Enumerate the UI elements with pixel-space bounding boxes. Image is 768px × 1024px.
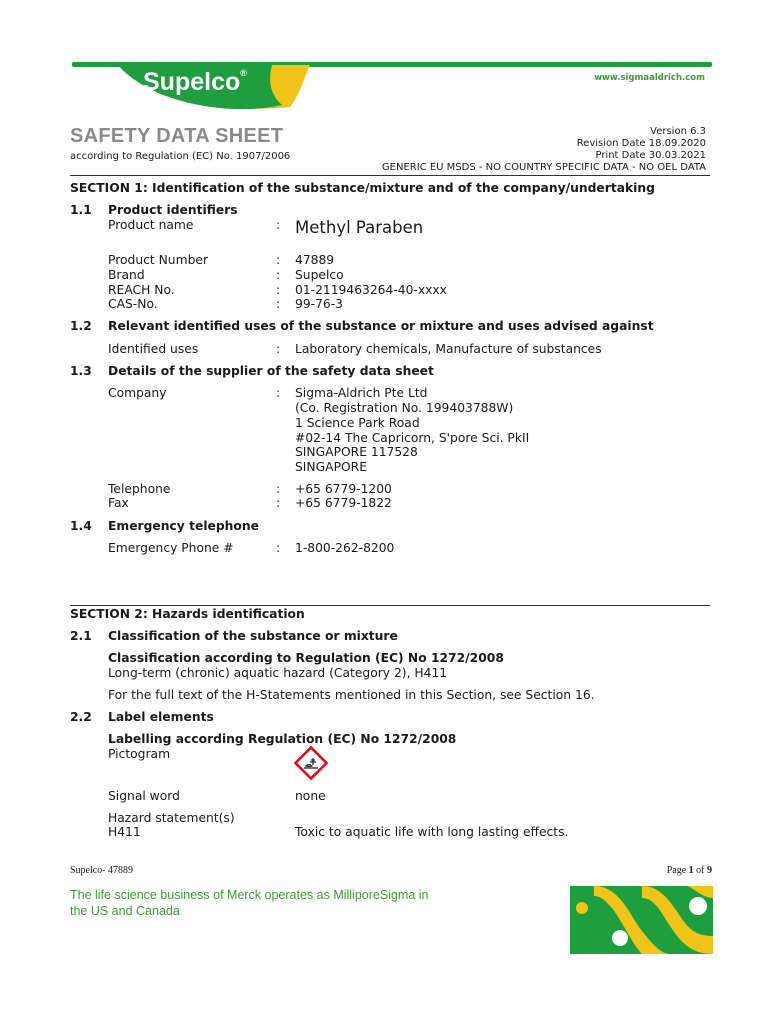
s21-number: 2.1 [70,629,92,643]
colon: : [276,342,281,356]
colon: : [276,496,281,510]
generic-note: GENERIC EU MSDS - NO COUNTRY SPECIFIC DATA - NO OEL DATA [381,162,706,173]
print-date: Print Date 30.03.2021 [595,150,706,161]
s22-number: 2.2 [70,710,92,724]
footer-doc-id: Supelco- 47889 [70,865,134,876]
s11-number: 1.1 [70,203,92,217]
classification-note: For the full text of the H-Statements mentioned in this Section, see Section 16. [108,688,595,702]
company-line: SINGAPORE 117528 [295,445,418,459]
s14-title: Emergency telephone [108,519,259,533]
hazard-code: H411 [108,825,141,839]
revision-date: Revision Date 18.09.2020 [576,138,706,149]
colon: : [276,268,281,282]
company-line: Sigma-Aldrich Pte Ltd [295,386,428,400]
company-line: 1 Science Park Road [295,416,420,430]
product-name-label: Product name [108,218,194,232]
hazard-text: Toxic to aquatic life with long lasting effects. [295,825,569,839]
classification-regulation: Classification according to Regulation (EC) No 1272/2008 [108,651,504,665]
fax-label: Fax [108,496,129,510]
cas-number: 99-76-3 [295,297,343,311]
product-number-label: Product Number [108,253,208,267]
reach-number: 01-2119463264-40-xxxx [295,283,447,297]
s13-title: Details of the supplier of the safety data sheet [108,364,434,378]
uses-label: Identified uses [108,342,199,356]
section1-title: SECTION 1: Identification of the substance/mixture and of the company/undertaking [70,181,655,195]
company-label: Company [108,386,167,400]
labelling-regulation: Labelling according Regulation (EC) No 1272/2008 [108,732,457,746]
colon: : [276,218,281,232]
colon: : [276,283,281,297]
s14-number: 1.4 [70,519,92,533]
s12-number: 1.2 [70,319,92,333]
company-line: SINGAPORE [295,460,367,474]
doc-title: SAFETY DATA SHEET [70,125,284,147]
colon: : [276,482,281,496]
s11-title: Product identifiers [108,203,238,217]
hazard-statements-label: Hazard statement(s) [108,811,235,825]
divider [70,175,710,176]
environment-hazard-icon [293,745,329,781]
telephone: +65 6779-1200 [295,482,392,496]
s21-title: Classification of the substance or mixture [108,629,398,643]
merck-logo-icon [570,886,713,954]
company-line: #02-14 The Capricorn, S'pore Sci. PkII [295,431,530,445]
version: Version 6.3 [650,126,706,137]
emergency-phone: 1-800-262-8200 [295,541,395,555]
brand: Supelco [295,268,344,282]
signal-word: none [295,789,326,803]
emergency-label: Emergency Phone # [108,541,234,555]
product-name: Methyl Paraben [295,218,424,237]
colon: : [276,253,281,267]
s22-title: Label elements [108,710,214,724]
colon: : [276,386,281,400]
brand-label: Brand [108,268,145,282]
page-indicator: Page 1 of 9 [666,865,712,876]
classification-text: Long-term (chronic) aquatic hazard (Category 2), H411 [108,666,448,680]
pictogram-label: Pictogram [108,747,171,761]
merck-notice-line2: the US and Canada [70,904,180,918]
product-number: 47889 [295,253,335,267]
identified-uses: Laboratory chemicals, Manufacture of substances [295,342,602,356]
divider [70,605,710,606]
supelco-logo: Supelco® [143,68,247,96]
s13-number: 1.3 [70,364,92,378]
fax: +65 6779-1822 [295,496,392,510]
signal-word-label: Signal word [108,789,180,803]
regulation-subtitle: according to Regulation (EC) No. 1907/2006 [70,151,291,162]
colon: : [276,297,281,311]
telephone-label: Telephone [108,482,171,496]
website-link[interactable]: www.sigmaaldrich.com [594,73,705,83]
cas-label: CAS-No. [108,297,158,311]
s12-title: Relevant identified uses of the substance or mixture and uses advised against [108,319,654,333]
section2-title: SECTION 2: Hazards identification [70,607,305,621]
reach-label: REACH No. [108,283,175,297]
colon: : [276,541,281,555]
company-line: (Co. Registration No. 199403788W) [295,401,514,415]
merck-notice-line1: The life science business of Merck operates as MilliporeSigma in [70,888,429,902]
header-band [0,55,768,115]
